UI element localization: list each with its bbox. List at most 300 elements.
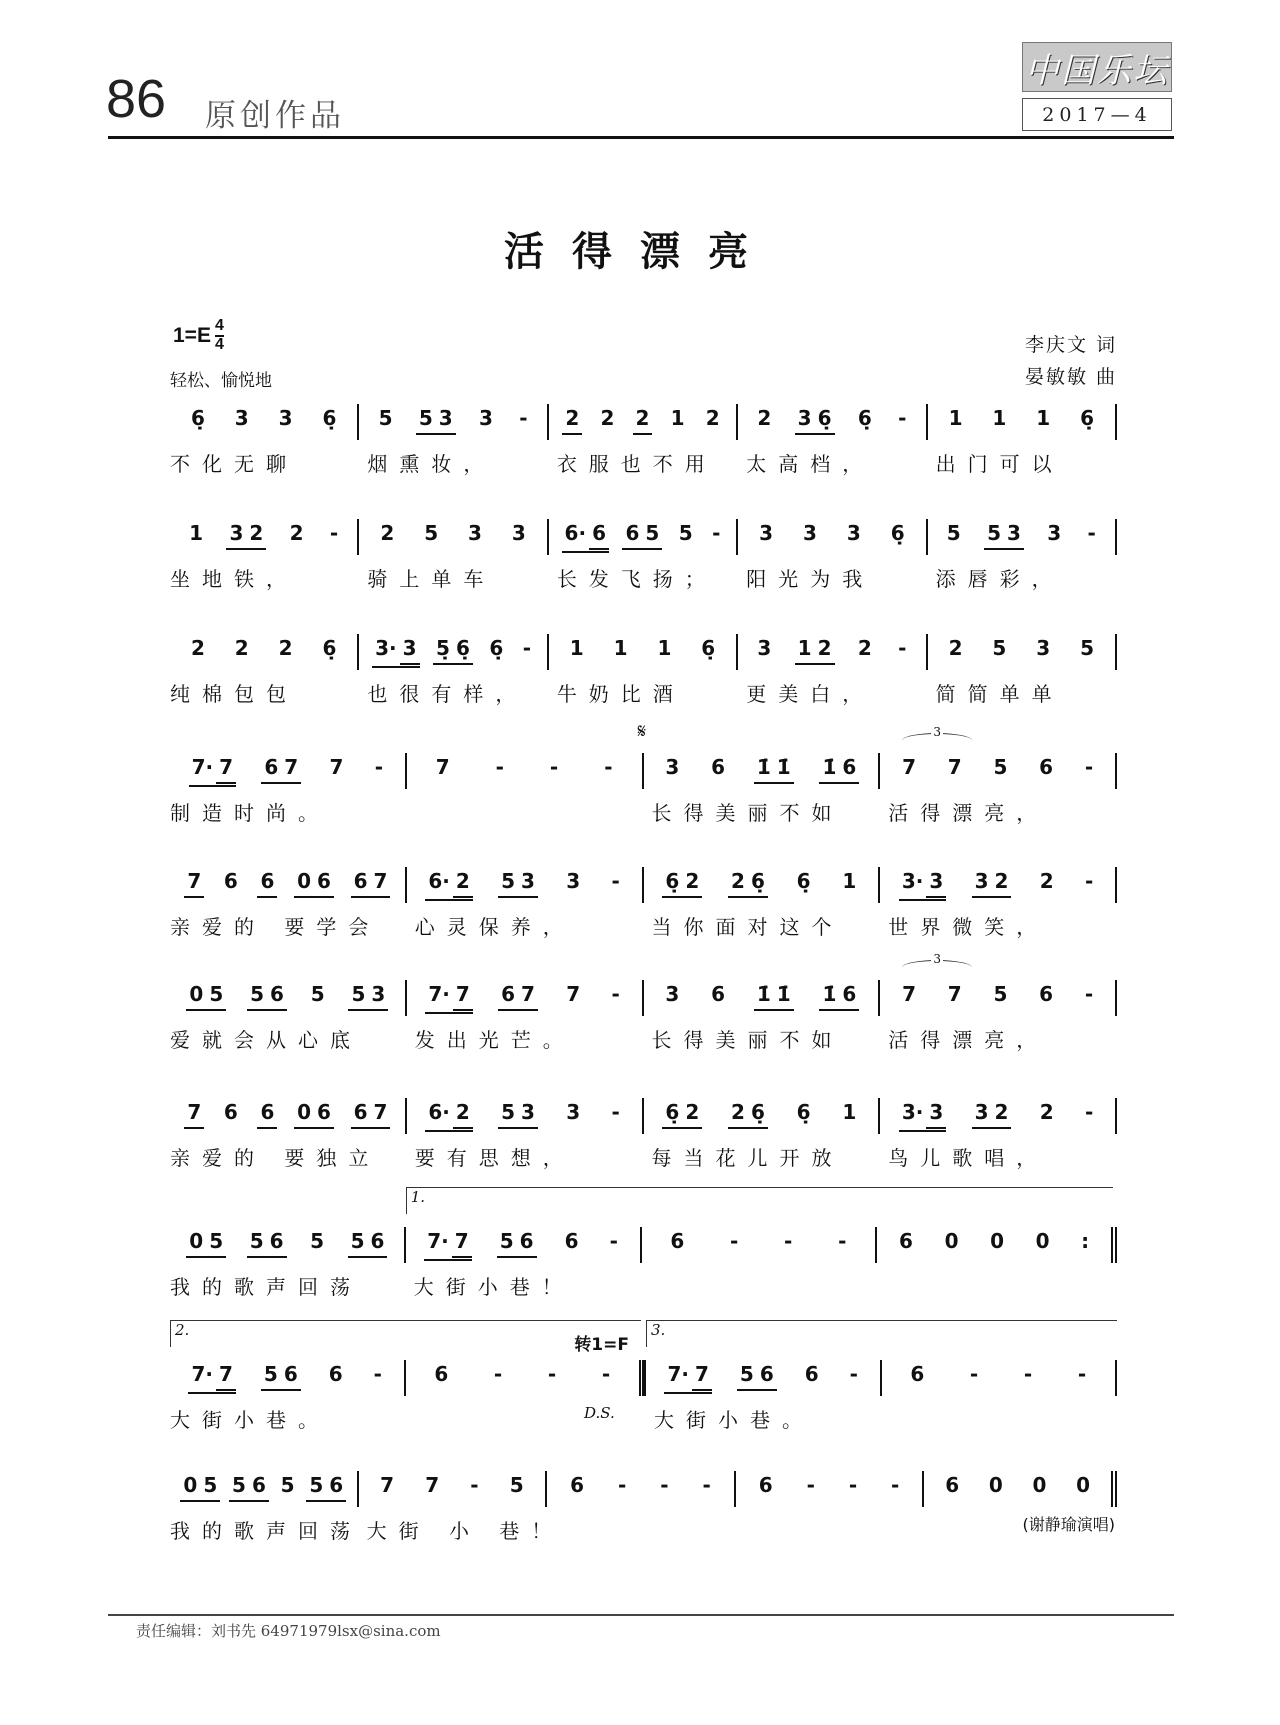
beam-group	[425, 1098, 472, 1132]
note: 1	[992, 406, 1007, 430]
beam-group	[622, 519, 662, 550]
note: 2	[1039, 869, 1054, 893]
note: -	[1077, 1362, 1087, 1386]
note: 6	[592, 521, 606, 545]
note: -	[547, 1362, 557, 1386]
measure-notes	[644, 1098, 879, 1134]
note: 7·	[427, 1229, 449, 1253]
measure	[357, 519, 546, 591]
lyric: 更美白，	[746, 682, 875, 706]
note: 6̣	[455, 636, 470, 660]
measure	[404, 1188, 640, 1299]
lyric: 活得漂亮，	[888, 1028, 1049, 1052]
note: 3	[759, 521, 774, 545]
lyric: 制造时尚。	[170, 801, 330, 825]
note: -	[784, 1229, 793, 1253]
note: 3	[797, 406, 812, 430]
note: 6̣	[1080, 406, 1095, 430]
note: 3	[566, 869, 581, 893]
note: 3	[1047, 521, 1062, 545]
measure-notes	[170, 1471, 357, 1507]
note: 7	[329, 755, 344, 779]
measure	[926, 634, 1117, 706]
volta-bracket	[646, 1320, 882, 1347]
note: 2	[635, 406, 650, 430]
note: 7	[454, 1229, 469, 1253]
beam-group	[737, 1360, 777, 1391]
note: 1	[1036, 406, 1051, 430]
measure-notes	[880, 980, 1115, 1016]
beam-group	[247, 1227, 287, 1258]
note: 6	[711, 982, 726, 1006]
beam-group	[261, 753, 301, 784]
measure-notes	[549, 634, 736, 670]
system	[170, 952, 1117, 1080]
measure-notes	[170, 1098, 405, 1134]
note: 0	[1076, 1473, 1091, 1497]
measure	[880, 1360, 1118, 1396]
note: 2	[380, 521, 395, 545]
note: 6̣	[190, 406, 205, 430]
note: 2	[600, 406, 615, 430]
note: 5	[232, 1473, 246, 1497]
tempo-marking: 轻松、愉悦地	[170, 371, 272, 391]
beam-group	[416, 404, 456, 435]
note: 5	[993, 982, 1008, 1006]
note: 7	[187, 869, 202, 893]
system-row	[170, 1321, 1117, 1432]
note: -	[373, 1362, 382, 1386]
system	[170, 404, 1117, 504]
measure-notes	[877, 1227, 1111, 1263]
note: 2	[994, 1100, 1009, 1124]
measure	[357, 404, 546, 476]
note: 3	[229, 521, 244, 545]
note: 6	[370, 1229, 385, 1253]
measure-notes	[407, 867, 642, 903]
note: 3	[468, 521, 482, 545]
triplet-mark	[902, 725, 972, 748]
beam-group	[453, 980, 473, 1011]
note: 7	[219, 1362, 233, 1386]
key-change: 转1=F	[574, 1335, 629, 1355]
note: 5	[250, 982, 264, 1006]
note: 2	[565, 406, 580, 430]
lyric: 太高档，	[746, 452, 875, 476]
note: 1	[842, 869, 857, 893]
time-top: 4	[215, 318, 224, 337]
note: -	[702, 1473, 711, 1497]
note: 3	[521, 1100, 535, 1124]
measure-notes	[170, 1227, 404, 1263]
measure	[170, 1227, 404, 1299]
note: 7	[521, 982, 535, 1006]
beam-group	[186, 1227, 226, 1258]
note: 7	[187, 1100, 202, 1124]
lyric: 心灵保养，	[414, 915, 575, 939]
beam-group	[424, 1227, 471, 1261]
note: 6̣	[322, 636, 337, 660]
note: 6	[260, 1100, 275, 1124]
note: 0	[297, 1100, 311, 1124]
lyric: 鸟儿歌唱，	[888, 1146, 1049, 1170]
note: 5	[987, 521, 1001, 545]
note: 7	[902, 755, 917, 779]
note: 6	[316, 869, 331, 893]
note: -	[611, 982, 620, 1006]
lyric: 纯棉包包	[170, 682, 298, 706]
note: -	[660, 1473, 669, 1497]
note: 1̇	[756, 755, 771, 779]
note: 6	[570, 1473, 585, 1497]
note: -	[519, 406, 528, 430]
volta-bracket	[882, 1320, 1118, 1347]
note: -	[1087, 521, 1096, 545]
note: 6	[564, 1229, 579, 1253]
note: 3	[846, 521, 861, 545]
note: 6·	[564, 521, 587, 545]
beam-group	[257, 1098, 277, 1129]
beam-group	[372, 634, 419, 668]
volta-label: 1.	[410, 1188, 426, 1206]
lyric: 长发飞扬；	[556, 567, 717, 591]
measure-notes	[880, 1098, 1115, 1134]
note: 5	[310, 1229, 325, 1253]
beam-group	[728, 1098, 768, 1129]
note: 3	[665, 755, 680, 779]
note: 1̇	[822, 755, 837, 779]
note: 5̣	[436, 636, 450, 660]
note: 6	[264, 755, 279, 779]
beam-group	[452, 1227, 472, 1258]
triplet-number: 3	[933, 952, 942, 966]
lyric: 长得美丽不如	[651, 801, 844, 825]
beam-group	[351, 1098, 391, 1129]
measure-notes	[928, 634, 1115, 670]
note: -	[712, 521, 721, 545]
note: 6	[269, 982, 284, 1006]
note: 3	[371, 982, 386, 1006]
note: 5	[209, 1229, 224, 1253]
note: 7	[695, 1362, 709, 1386]
note: 0	[189, 982, 204, 1006]
measure	[547, 404, 736, 476]
beam-group	[348, 980, 388, 1011]
note: 1	[948, 406, 963, 430]
note: 2	[994, 869, 1009, 893]
note: 7	[902, 982, 917, 1006]
note: 7	[373, 1100, 388, 1124]
note: 7	[947, 755, 962, 779]
note: 6̣	[817, 406, 832, 430]
note: -	[522, 636, 532, 660]
note: 6	[260, 869, 275, 893]
system-row	[170, 519, 1117, 591]
note: 7	[373, 869, 388, 893]
measure	[357, 1471, 564, 1543]
beam-group	[498, 1098, 538, 1129]
beam-group	[664, 1360, 711, 1394]
note: 7·	[667, 1362, 689, 1386]
volta-bracket	[406, 1187, 642, 1214]
note: 3	[479, 406, 493, 430]
beam-group	[186, 980, 226, 1011]
triplet-mark	[902, 952, 972, 975]
lyric: 出门可以	[935, 452, 1064, 476]
note: -	[601, 1362, 611, 1386]
system-row	[170, 952, 1117, 1052]
note: 6	[804, 1362, 819, 1386]
note: 7·	[428, 982, 450, 1006]
note: 5	[501, 1100, 516, 1124]
lyric: 要有思想，	[414, 1146, 575, 1170]
note: 7	[425, 1473, 440, 1497]
beam-group	[351, 867, 391, 898]
measure	[640, 1227, 876, 1263]
magazine-logo: 中国乐坛	[1022, 42, 1172, 92]
song-title: 活得漂亮	[504, 228, 776, 275]
volta-label: 2.	[175, 1321, 190, 1339]
note: 7	[455, 982, 470, 1006]
measure	[878, 1098, 1117, 1170]
note: 1	[569, 636, 584, 660]
lyric: 阳光为我	[746, 567, 875, 591]
volta-bracket	[877, 1187, 1113, 1214]
beam-group	[795, 404, 835, 435]
note: 6	[670, 1229, 685, 1253]
measure	[405, 867, 642, 939]
measure	[878, 725, 1117, 825]
note: 2	[685, 869, 700, 893]
note: 5	[678, 521, 693, 545]
lyric: 我的歌声回荡	[170, 1275, 362, 1299]
system-row	[170, 1098, 1117, 1170]
measure-notes	[642, 1227, 876, 1263]
note: 2	[455, 869, 470, 893]
measure-notes	[170, 1360, 404, 1396]
lyric: 大街小巷。	[654, 1408, 814, 1432]
measure	[642, 1098, 879, 1170]
note: 2	[234, 636, 249, 660]
note: 7·	[191, 1362, 213, 1386]
editor-credit: 责任编辑：刘书先 64971979lsx@sina.com	[136, 1622, 441, 1640]
beam-group	[662, 1098, 702, 1129]
note: -	[838, 1229, 847, 1253]
note: -	[609, 1229, 618, 1253]
measure-notes	[359, 1471, 546, 1507]
lyric: 活得漂亮，	[888, 801, 1049, 825]
measure	[405, 753, 642, 789]
beam-group	[899, 867, 946, 901]
beam-group	[754, 980, 794, 1011]
note: 1̇	[776, 982, 791, 1006]
note: 6̣	[796, 869, 811, 893]
note: 5	[992, 636, 1007, 660]
beam-group	[306, 1471, 346, 1502]
dal-segno: D.S.	[584, 1404, 615, 1422]
note: 3	[278, 406, 293, 430]
beam-group	[497, 1227, 537, 1258]
measure-notes	[736, 1471, 923, 1507]
note: 6	[223, 869, 238, 893]
measure	[170, 980, 405, 1052]
beam-group	[425, 980, 472, 1014]
measure	[878, 952, 1117, 1052]
note: 2	[948, 636, 963, 660]
beam-group	[400, 634, 420, 665]
beam-group	[453, 867, 473, 898]
measure-notes	[549, 404, 736, 440]
note: -	[611, 1100, 620, 1124]
note: 5	[418, 406, 433, 430]
measure	[170, 1471, 362, 1543]
note: -	[1084, 755, 1094, 779]
note: 2	[685, 1100, 700, 1124]
measure-notes	[880, 753, 1115, 789]
note: 6	[758, 1473, 773, 1497]
note: 6	[1039, 755, 1054, 779]
note: 6	[759, 1362, 774, 1386]
beam-group	[498, 980, 538, 1011]
note: 7	[219, 755, 234, 779]
note: -	[806, 1473, 815, 1497]
lyric: 大街 小 巷！	[366, 1519, 564, 1543]
measure-notes	[170, 404, 357, 440]
note: 5	[351, 982, 366, 1006]
note: -	[849, 1362, 858, 1386]
beam-group	[984, 519, 1024, 550]
note: 0	[944, 1229, 959, 1253]
lyric: 长得美丽不如	[651, 1028, 844, 1052]
note: 6	[353, 1100, 368, 1124]
note: 3	[929, 869, 944, 893]
note: 3·	[375, 636, 397, 660]
measure	[405, 1098, 642, 1170]
note: 0	[990, 1229, 1005, 1253]
beam-group	[562, 404, 582, 435]
note: 6	[353, 869, 368, 893]
system-row	[170, 404, 1117, 476]
note: 2	[757, 406, 772, 430]
measure	[875, 1227, 1117, 1263]
system	[170, 519, 1117, 619]
measure	[170, 1321, 404, 1432]
measure	[170, 867, 405, 939]
note: 6̣	[796, 1100, 811, 1124]
measure-notes	[170, 980, 405, 1016]
note: 6	[842, 755, 857, 779]
measure-notes	[738, 404, 925, 440]
note: 2	[1039, 1100, 1054, 1124]
note: 1	[613, 636, 628, 660]
note: 6	[625, 521, 640, 545]
measure-notes	[644, 980, 879, 1016]
measure-notes	[170, 867, 405, 903]
lyric: 烟熏妆，	[367, 452, 496, 476]
measure	[736, 634, 925, 706]
note: -	[1084, 869, 1094, 893]
measure-notes	[644, 753, 879, 789]
measure-notes	[359, 519, 546, 555]
lyric: 牛奶比酒	[556, 682, 685, 706]
note: 2	[731, 1100, 745, 1124]
note: 0	[1035, 1229, 1050, 1253]
note: 6	[519, 1229, 534, 1253]
note: :	[1081, 1229, 1090, 1253]
note: 1	[657, 636, 672, 660]
note: 7·	[191, 755, 214, 779]
measure	[926, 519, 1117, 591]
note: 3	[511, 521, 526, 545]
measure	[170, 404, 357, 476]
measure-notes	[549, 519, 736, 555]
beam-group	[433, 634, 473, 665]
key-signature	[173, 318, 224, 353]
note: 7	[566, 982, 581, 1006]
segno-icon: 𝄋	[637, 719, 647, 743]
beam-group	[819, 753, 859, 784]
note: 0	[183, 1473, 198, 1497]
beam-group	[453, 1098, 473, 1129]
beam-group	[728, 867, 768, 898]
note: 1̇	[756, 982, 771, 1006]
beam-group	[348, 1227, 388, 1258]
measure-notes	[928, 404, 1115, 440]
beam-group	[562, 519, 609, 553]
note: 5	[350, 1229, 365, 1253]
measure	[405, 980, 642, 1052]
measure	[922, 1471, 1117, 1507]
note: 3	[234, 406, 249, 430]
note: 6̣	[701, 636, 716, 660]
note: 6	[328, 1362, 343, 1386]
lyric: 添唇彩，	[935, 567, 1064, 591]
note: -	[1084, 1100, 1094, 1124]
note: -	[1084, 982, 1094, 1006]
note: 6̣	[857, 406, 872, 430]
note: 7	[284, 755, 299, 779]
measure	[357, 634, 546, 706]
system	[170, 1471, 1117, 1571]
note: 3	[402, 636, 417, 660]
measure	[170, 1098, 405, 1170]
measure	[637, 719, 879, 825]
note: 6	[711, 755, 726, 779]
note: -	[470, 1473, 479, 1497]
measure-notes	[882, 1360, 1116, 1396]
beam-group	[662, 867, 702, 898]
note: 2	[817, 636, 832, 660]
beam-group	[926, 867, 946, 898]
time-bottom: 4	[214, 336, 224, 353]
note: 5	[310, 982, 325, 1006]
volta-label: 3.	[651, 1321, 666, 1339]
singer-credit: (谢静瑜演唱)	[1022, 1515, 1115, 1534]
measure-notes	[646, 1360, 880, 1396]
note: 6	[501, 982, 516, 1006]
note: 3·	[901, 869, 924, 893]
beam-group	[294, 1098, 334, 1129]
note: 6̣	[665, 1100, 680, 1124]
measure-notes	[170, 634, 357, 670]
system-row	[170, 867, 1117, 939]
beam-group	[184, 867, 204, 898]
note: -	[898, 406, 907, 430]
key-label: 1=E	[173, 323, 211, 347]
beam-group	[257, 867, 277, 898]
note: 3	[803, 521, 817, 545]
note: -	[891, 1473, 900, 1497]
